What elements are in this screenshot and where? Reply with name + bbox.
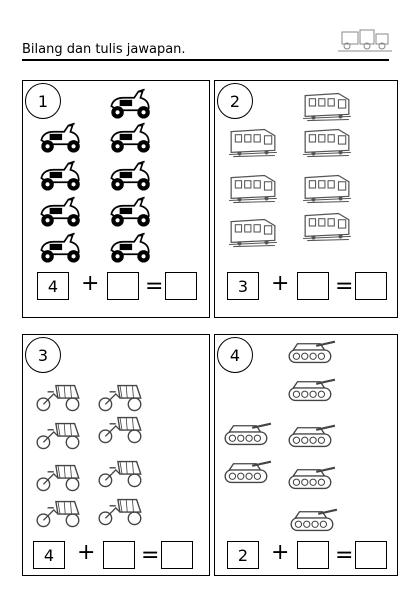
sum-answer-box[interactable] xyxy=(165,272,197,300)
equals-sign: = xyxy=(335,543,354,568)
train-icon xyxy=(301,209,353,243)
train-icon xyxy=(301,89,353,123)
scooter-icon xyxy=(103,195,155,229)
exercise-number: 4 xyxy=(217,337,253,373)
plus-sign: + xyxy=(77,540,96,565)
tank-icon xyxy=(285,333,337,367)
instruction-text: Bilang dan tulis jawapan. xyxy=(22,42,186,57)
plus-sign: + xyxy=(271,540,290,565)
scooter-icon xyxy=(103,231,155,265)
trishaw-icon xyxy=(95,379,147,413)
worksheet-header xyxy=(22,38,392,57)
train-icon xyxy=(227,171,279,205)
exercise-number: 3 xyxy=(25,337,61,373)
trishaw-icon xyxy=(95,493,147,527)
first-addend-box: 2 xyxy=(227,541,259,569)
exercise-number: 2 xyxy=(217,83,253,119)
sum-answer-box[interactable] xyxy=(355,272,387,300)
second-addend-answer-box[interactable] xyxy=(107,272,139,300)
first-addend-box: 4 xyxy=(33,541,65,569)
trishaw-icon xyxy=(95,411,147,445)
train-icon xyxy=(301,125,353,159)
scooter-icon xyxy=(33,195,85,229)
exercise-number: 1 xyxy=(25,83,61,119)
train-icon xyxy=(227,215,279,249)
plus-sign: + xyxy=(81,271,100,296)
scooter-icon xyxy=(103,121,155,155)
scooter-icon xyxy=(103,159,155,193)
trishaw-icon xyxy=(33,379,85,413)
equals-sign: = xyxy=(141,543,160,568)
trishaw-icon xyxy=(33,417,85,451)
scooter-icon xyxy=(33,121,85,155)
exercise-panel-3 xyxy=(22,334,210,576)
trishaw-icon xyxy=(33,495,85,529)
train-icon xyxy=(301,171,353,205)
scooter-icon xyxy=(33,231,85,265)
exercise-panel-2 xyxy=(214,80,398,318)
trishaw-icon xyxy=(33,459,85,493)
scooter-icon xyxy=(33,159,85,193)
second-addend-answer-box[interactable] xyxy=(297,541,329,569)
header-rule xyxy=(22,59,389,61)
train-icon xyxy=(338,24,392,56)
equals-sign: = xyxy=(335,274,354,299)
second-addend-answer-box[interactable] xyxy=(103,541,135,569)
train-icon xyxy=(227,125,279,159)
equals-sign: = xyxy=(145,274,164,299)
tank-icon xyxy=(285,459,337,493)
tank-icon xyxy=(287,501,339,535)
tank-icon xyxy=(285,371,337,405)
tank-icon xyxy=(221,453,273,487)
sum-answer-box[interactable] xyxy=(161,541,193,569)
first-addend-box: 4 xyxy=(37,272,69,300)
exercise-panel-4 xyxy=(214,334,398,576)
tank-icon xyxy=(221,415,273,449)
second-addend-answer-box[interactable] xyxy=(297,272,329,300)
trishaw-icon xyxy=(95,455,147,489)
tank-icon xyxy=(285,417,337,451)
exercise-panel-1 xyxy=(22,80,210,318)
sum-answer-box[interactable] xyxy=(355,541,387,569)
plus-sign: + xyxy=(271,271,290,296)
first-addend-box: 3 xyxy=(227,272,259,300)
scooter-icon xyxy=(103,87,155,121)
